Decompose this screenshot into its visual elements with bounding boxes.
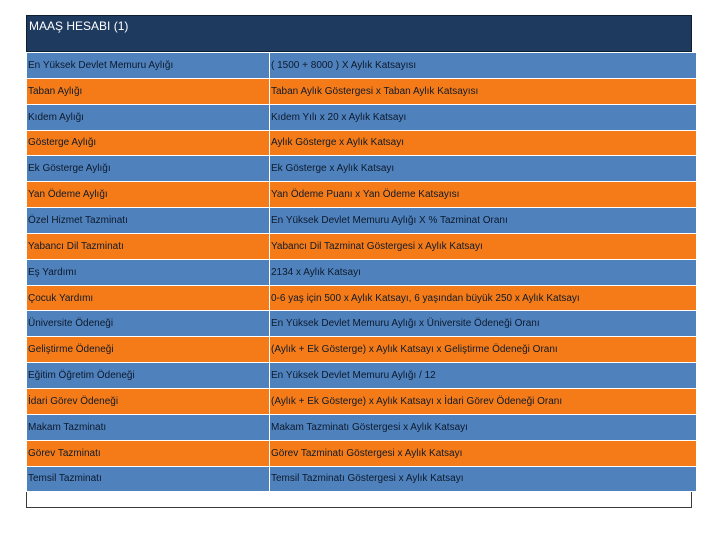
- table-row: [27, 182, 697, 208]
- table-row: [27, 311, 697, 337]
- formula-cell: 2134 x Aylık Katsayı: [270, 259, 697, 285]
- formula-cell: En Yüksek Devlet Memuru Aylığı x Üniversite Ödeneği Oranı: [270, 311, 697, 337]
- item-cell: Makam Tazminatı: [27, 414, 270, 440]
- formula-cell: Taban Aylık Göstergesi x Taban Aylık Katsayısı: [270, 78, 697, 104]
- formula-cell: Makam Tazminatı Göstergesi x Aylık Katsayı: [270, 414, 697, 440]
- table-row: [27, 53, 697, 79]
- formula-cell: (Aylık + Ek Gösterge) x Aylık Katsayı x Geliştirme Ödeneği Oranı: [270, 337, 697, 363]
- item-cell: Ek Gösterge Aylığı: [27, 156, 270, 182]
- table-row: [27, 78, 697, 104]
- table-row: [27, 363, 697, 389]
- formula-cell: Yan Ödeme Puanı x Yan Ödeme Katsayısı: [270, 182, 697, 208]
- formula-cell: ( 1500 + 8000 ) X Aylık Katsayısı: [270, 53, 697, 79]
- item-cell: En Yüksek Devlet Memuru Aylığı: [27, 53, 270, 79]
- item-cell: Görev Tazminatı: [27, 440, 270, 466]
- table-row: [27, 440, 697, 466]
- table-row: [27, 466, 697, 492]
- formula-cell: Yabancı Dil Tazminat Göstergesi x Aylık Katsayı: [270, 233, 697, 259]
- item-cell: Temsil Tazminatı: [27, 466, 270, 492]
- formula-cell: En Yüksek Devlet Memuru Aylığı X % Tazminat Oranı: [270, 208, 697, 234]
- item-cell: Çocuk Yardımı: [27, 285, 270, 311]
- item-cell: Eş Yardımı: [27, 259, 270, 285]
- formula-cell: Temsil Tazminatı Göstergesi x Aylık Katsayı: [270, 466, 697, 492]
- table-row: [27, 208, 697, 234]
- formula-cell: Kıdem Yılı x 20 x Aylık Katsayı: [270, 104, 697, 130]
- page-title: MAAŞ HESABI (1): [26, 15, 692, 52]
- item-cell: Taban Aylığı: [27, 78, 270, 104]
- formula-cell: 0-6 yaş için 500 x Aylık Katsayı, 6 yaşından büyük 250 x Aylık Katsayı: [270, 285, 697, 311]
- formula-cell: En Yüksek Devlet Memuru Aylığı / 12: [270, 363, 697, 389]
- formula-cell: Aylık Gösterge x Aylık Katsayı: [270, 130, 697, 156]
- item-cell: Gösterge Aylığı: [27, 130, 270, 156]
- formula-cell: (Aylık + Ek Gösterge) x Aylık Katsayı x İdari Görev Ödeneği Oranı: [270, 388, 697, 414]
- table-row: [27, 414, 697, 440]
- item-cell: Geliştirme Ödeneği: [27, 337, 270, 363]
- table-row: [27, 285, 697, 311]
- table-row: [27, 233, 697, 259]
- formula-cell: Ek Gösterge x Aylık Katsayı: [270, 156, 697, 182]
- table-row: [27, 130, 697, 156]
- item-cell: Üniversite Ödeneği: [27, 311, 270, 337]
- item-cell: Özel Hizmet Tazminatı: [27, 208, 270, 234]
- item-cell: Kıdem Aylığı: [27, 104, 270, 130]
- formula-cell: Görev Tazminatı Göstergesi x Aylık Katsayı: [270, 440, 697, 466]
- item-cell: Eğitim Öğretim Ödeneği: [27, 363, 270, 389]
- table-row: [27, 104, 697, 130]
- table-row: [27, 337, 697, 363]
- table-row: [27, 156, 697, 182]
- salary-table: [26, 52, 697, 492]
- item-cell: Yan Ödeme Aylığı: [27, 182, 270, 208]
- item-cell: İdari Görev Ödeneği: [27, 388, 270, 414]
- item-cell: Yabancı Dil Tazminatı: [27, 233, 270, 259]
- table-row: [27, 388, 697, 414]
- table-row: [27, 259, 697, 285]
